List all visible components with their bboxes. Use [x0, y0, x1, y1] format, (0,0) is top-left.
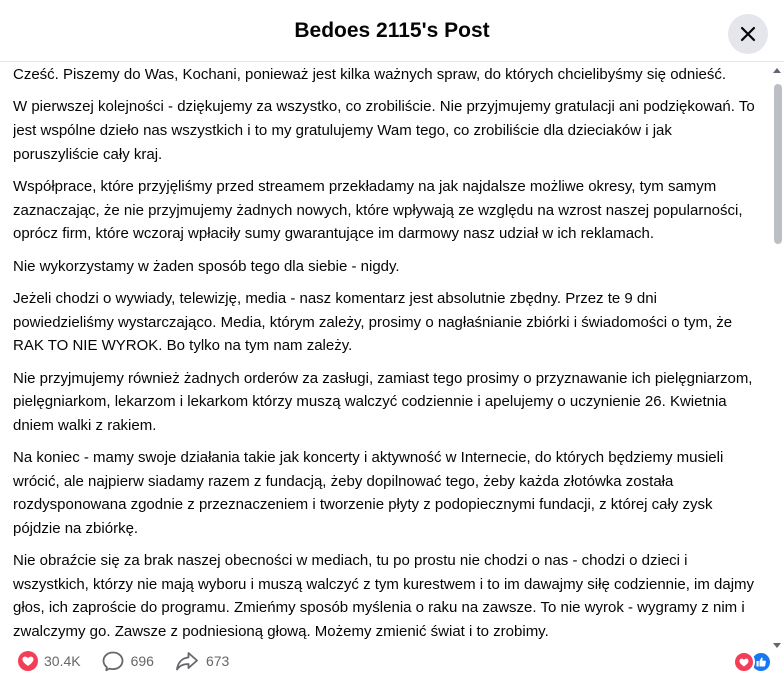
- heart-reaction-icon: [18, 651, 38, 671]
- dialog-title: Bedoes 2115's Post: [294, 18, 490, 42]
- post-paragraph: Współprace, które przyjęliśmy przed streamem przekładamy na jak najdalsze możliwe okresy, tym samym zaznaczając, że nie przyjmujemy żadnych nowych, które wpływają ze względu na wzrost naszej popularności, oprócz firm, które wczoraj wpłaciły sumy gwarantujące im darmowy nasz udział w ich reklamach.: [13, 177, 743, 243]
- post-body[interactable]: [13, 63, 761, 641]
- reactions-stat[interactable]: [18, 651, 81, 671]
- scroll-up-arrow-icon[interactable]: [773, 68, 781, 73]
- comments-count: 696: [130, 653, 154, 669]
- close-button[interactable]: [728, 14, 768, 54]
- close-icon: [740, 26, 756, 42]
- reaction-icons[interactable]: [733, 651, 772, 673]
- scrollbar-thumb[interactable]: [774, 84, 782, 244]
- dialog-header: [0, 0, 784, 62]
- heart-reaction-icon: [733, 651, 755, 673]
- share-icon: [174, 650, 200, 672]
- post-paragraph: Na koniec - mamy swoje działania takie jak koncerty i aktywność w Internecie, do których będziemy musieli wrócić, ale najpierw siadamy razem z fundacją, żeby dopilnować tego, żeby każda złotówka została rozdysponowana zgodnie z przeznaczeniem i tworzenie płyty z podopiecznymi fundacji, z której cały zysk pójdzie na zbiórkę.: [13, 449, 724, 537]
- post-paragraph: Cześć. Piszemy do Was, Kochani, ponieważ jest kilka ważnych spraw, do których chcielibyśmy się odnieść.: [13, 66, 727, 83]
- comment-icon: [101, 650, 125, 672]
- reactions-count: 30.4K: [44, 653, 81, 669]
- post-paragraph: W pierwszej kolejności - dziękujemy za wszystko, co zrobiliście. Nie przyjmujemy gratulacji ani podziękowań. To jest wspólne dzieło nas wszystkich i to my gratulujemy Wam tego, co zrobiliście dla dzieciaków i jak poruszyliście cały kraj.: [13, 98, 755, 163]
- shares-count: 673: [205, 653, 230, 669]
- post-paragraph: Nie przyjmujemy również żadnych orderów za zasługi, zamiast tego prosimy o przyznawanie ich pielęgniarzom, pielęgniarkom, lekarzom i lekarkom którzy muszą walczyć codziennie i apelujemy o uczynienie 26. Kwietnia dniem walki z rakiem.: [13, 369, 753, 434]
- post-paragraph: Nie wykorzystamy w żaden sposób tego dla siebie - nigdy.: [13, 257, 400, 275]
- post-footer: [0, 644, 784, 678]
- comments-stat[interactable]: [101, 650, 154, 672]
- shares-stat[interactable]: [174, 650, 229, 672]
- post-paragraph: Jeżeli chodzi o wywiady, telewizję, media - nasz komentarz jest absolutnie zbędny. Przez te 9 dni powiedzieliśmy wystarczająco. Media, którym zależy, prosimy o nagłaśnianie zbiórki i świadomości o tym, że RAK TO NIE WYROK. Bo tylko na tym nam zależy.: [13, 289, 733, 355]
- post-paragraph: Nie obraźcie się za brak naszej obecności w mediach, tu po prostu nie chodzi o nas - chodzi o dzieci i wszystkich, którzy nie mają wyboru i muszą walczyć z tym kurestwem i to im dawajmy siłę codziennie, im dajmy głos, ich zaproście do programu. Zmieńmy sposób myślenia o raku na zawsze. To nie wyrok - wygramy z nim i zwalczymy go. Zawsze z podniesioną głową. Możemy zmienić świat i to zrobimy.: [13, 552, 755, 641]
